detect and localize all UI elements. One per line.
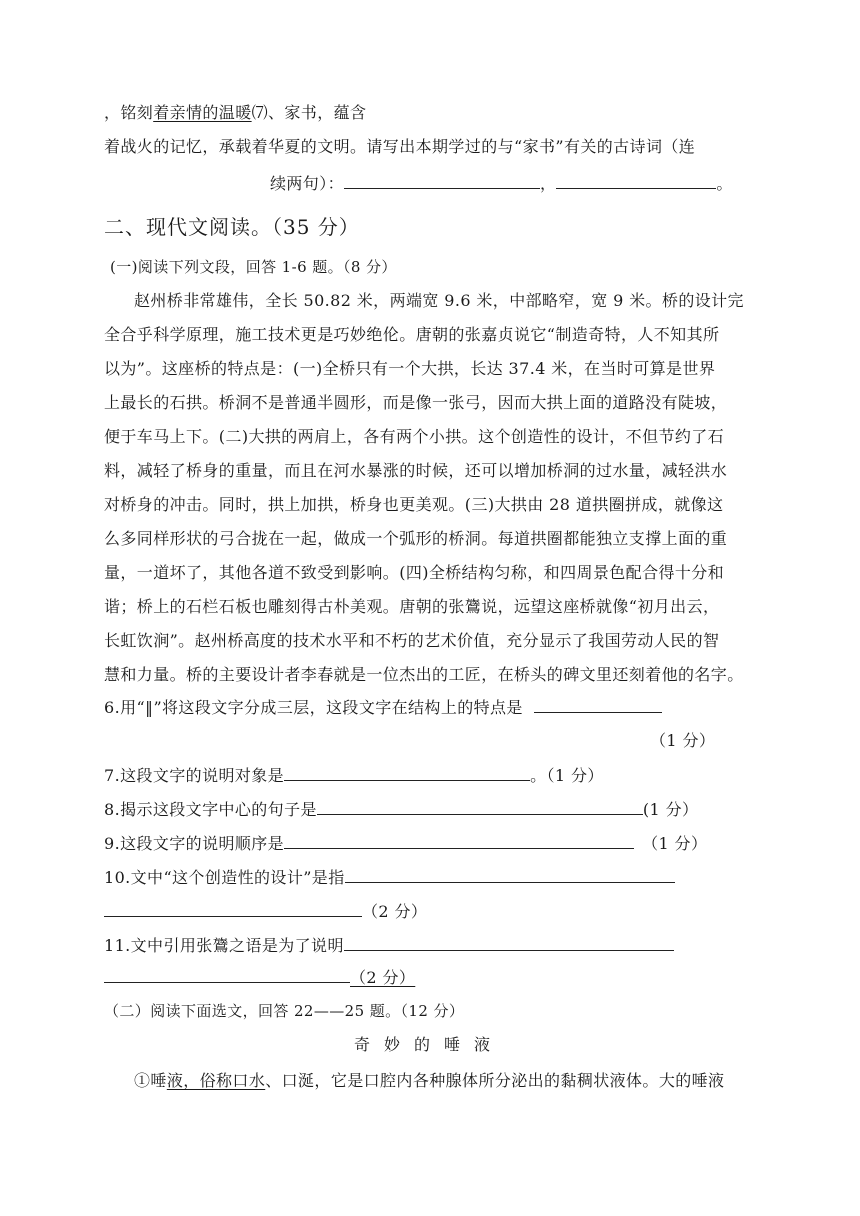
- passage-line: 量，一道坏了，其他各道不致受到影响。(四)全桥结构匀称，和四周景色配合得十分和: [104, 563, 725, 582]
- question-10-blank-1[interactable]: [345, 866, 675, 883]
- top-line-3-prefix: 续两句）：: [270, 174, 345, 193]
- question-8-score: (1 分）: [642, 800, 699, 819]
- question-7-suffix: 。（1 分）: [530, 766, 604, 785]
- part2-title: 奇妙的唾液: [354, 1035, 505, 1054]
- passage-line: 对桥身的冲击。同时，拱上加拱，桥身也更美观。(三)大拱由 28 道拱圈拼成，就像这: [104, 495, 724, 514]
- top-line-1-underlined: 着亲情的温暖: [153, 103, 252, 122]
- passage-line: 么多同样形状的弓合拢在一起，做成一个弧形的桥洞。每道拱圈都能独立支撑上面的重: [104, 529, 728, 548]
- passage-line: 料，减轻了桥身的重量，而且在河水暴涨的时候，还可以增加桥洞的过水量，减轻洪水: [104, 461, 728, 480]
- passage-line: 全合乎科学原理，施工技术更是巧妙绝伦。唐朝的张嘉贞说它“制造奇特，人不知其所: [104, 325, 720, 344]
- passage-line: 谐；桥上的石栏石板也雕刻得古朴美观。唐朝的张鷟说，远望这座桥就像“初月出云，: [104, 597, 720, 616]
- passage-line: 以为”。这座桥的特点是：(一)全桥只有一个大拱，长达 37.4 米，在当时可算是世界: [104, 359, 716, 378]
- question-11-blank-1[interactable]: [344, 934, 674, 951]
- question-6-text: 6.用“‖”将这段文字分成三层，这段文字在结构上的特点是: [104, 698, 523, 717]
- section-heading: 二、现代文阅读。（35 分）: [104, 215, 360, 239]
- question-10-score: （2 分）: [362, 902, 428, 921]
- passage-line: 便于车马上下。(二)大拱的两肩上，各有两个小拱。这个创造性的设计，不但节约了石: [104, 427, 725, 446]
- question-9: [104, 832, 707, 855]
- question-8-text: 8.揭示这段文字中心的句子是: [104, 800, 317, 819]
- part2-first-line: [134, 1070, 724, 1092]
- top-line-1-prefix: ，铭刻: [104, 103, 154, 122]
- top-line-1-suffix: ⑺、家书，蕴含: [251, 103, 367, 122]
- question-9-blank[interactable]: [284, 832, 634, 849]
- question-11-continued: [104, 966, 415, 989]
- question-10-text: 10.文中“这个创造性的设计”是指: [104, 868, 345, 887]
- question-7: [104, 764, 604, 787]
- question-11-blank-2[interactable]: [104, 966, 350, 983]
- question-6: [104, 696, 662, 719]
- question-10-blank-2[interactable]: [104, 900, 362, 917]
- part1-intro: (一)阅读下列文段，回答 1-6 题。（8 分）: [110, 258, 397, 276]
- top-line-3-end: 。: [716, 174, 733, 193]
- top-line-3: [270, 172, 733, 195]
- question-6-score: （1 分）: [650, 731, 716, 750]
- question-6-blank[interactable]: [534, 696, 662, 713]
- passage-line: 长虹饮涧”。赵州桥高度的技术水平和不朽的艺术价值，充分显示了我国劳动人民的智: [104, 631, 720, 650]
- poem-answer-blank-1[interactable]: [344, 172, 540, 189]
- question-8-blank[interactable]: [317, 798, 643, 815]
- top-line-1: [104, 102, 366, 124]
- question-11: [104, 934, 674, 957]
- question-7-text: 7.这段文字的说明对象是: [104, 766, 285, 785]
- question-10: [104, 866, 675, 889]
- top-line-2: 着战火的记忆，承载着华夏的文明。请写出本期学过的与“家书”有关的古诗词（连: [104, 137, 696, 156]
- poem-answer-blank-2[interactable]: [556, 172, 716, 189]
- question-10-continued: [104, 900, 427, 923]
- question-7-blank[interactable]: [284, 764, 530, 781]
- part2-first-underlined: 液，俗称口水: [166, 1071, 266, 1090]
- question-8: [104, 798, 698, 821]
- passage-line: 赵州桥非常雄伟，全长 50.82 米，两端宽 9.6 米，中部略窄，宽 9 米。桥的设计完: [134, 291, 744, 310]
- passage-line: 慧和力量。桥的主要设计者李春就是一位杰出的工匠，在桥头的碑文里还刻着他的名字。: [104, 665, 744, 684]
- part2-first-suffix: 、口涎，它是口腔内各种腺体所分泌出的黏稠状液体。大的唾液: [265, 1071, 725, 1090]
- part2-intro: （二）阅读下面选文，回答 22——25 题。（12 分）: [104, 1002, 465, 1020]
- question-9-score: （1 分）: [642, 834, 708, 853]
- question-11-score: （2 分）: [350, 968, 416, 987]
- question-9-text: 9.这段文字的说明顺序是: [104, 834, 285, 853]
- top-line-3-comma: ，: [540, 174, 557, 193]
- question-11-text: 11.文中引用张鷟之语是为了说明: [104, 936, 344, 955]
- passage-line: 上最长的石拱。桥洞不是普通半圆形，而是像一张弓，因而大拱上面的道路没有陡坡，: [104, 393, 728, 412]
- part2-first-prefix: ①唾: [134, 1071, 167, 1090]
